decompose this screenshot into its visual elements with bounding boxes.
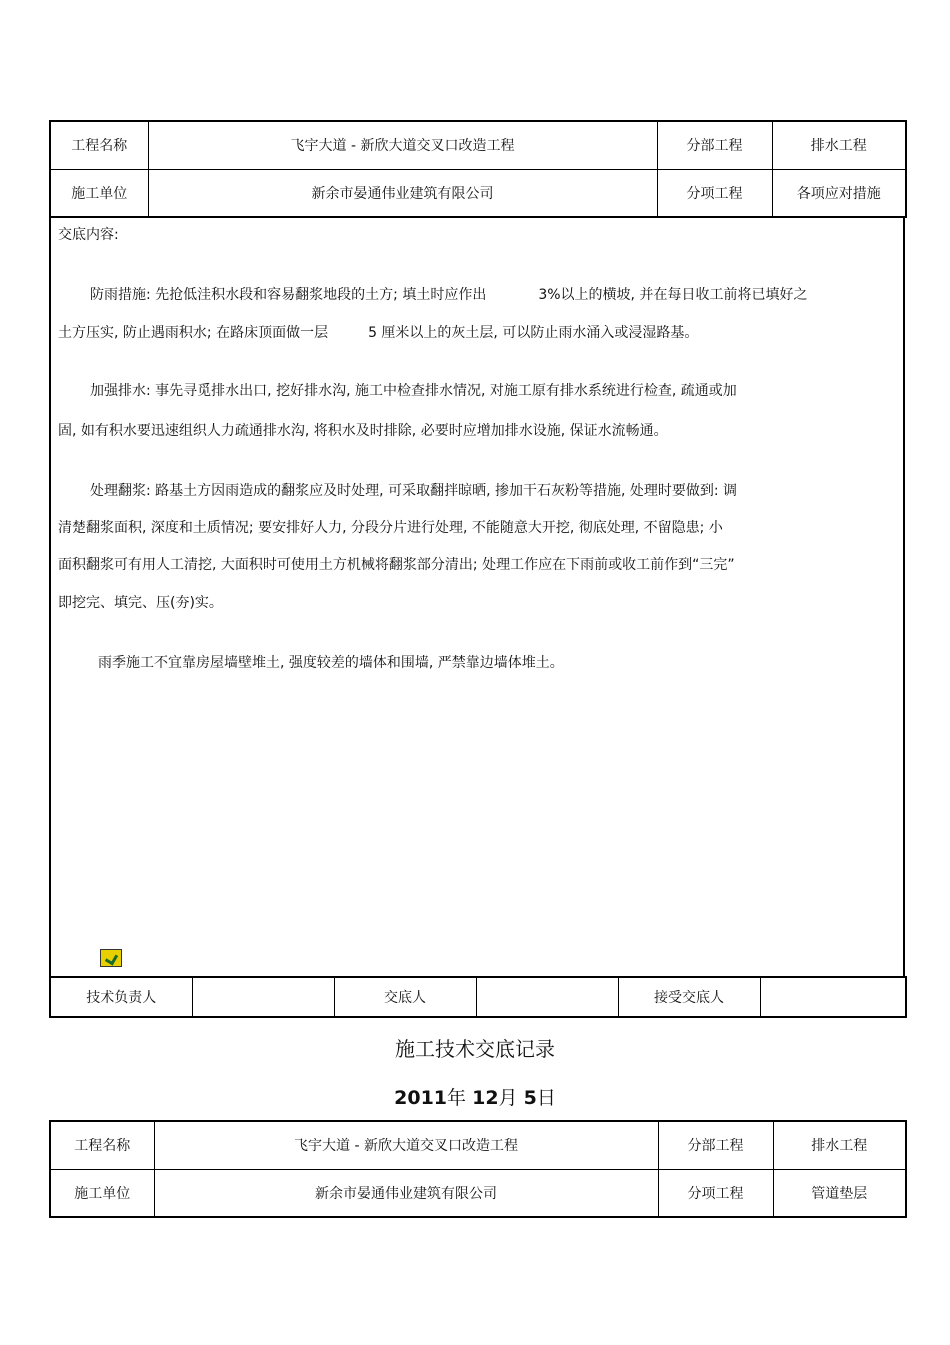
content-line-5: 处理翻浆: 路基土方因雨造成的翻浆应及时处理, 可采取翻拌晾晒, 掺加干石灰粉等措施, 处理时要做到: 调 (90, 483, 738, 499)
division-value: 排水工程 (773, 1121, 906, 1169)
contractor-label: 施工单位 (50, 1169, 154, 1217)
content-line-6: 清楚翻浆面积, 深度和土质情况; 要安排好人力, 分段分片进行处理, 不能随意大开挖, 彻底处理, 不留隐患; 小 (58, 520, 723, 536)
content-line-7: 面积翻浆可有用人工清挖, 大面积时可使用土方机械将翻浆部分清出; 处理工作应在下雨前或收工前作到“三完” (58, 557, 735, 573)
content-line-4: 固, 如有积水要迅速组织人力疏通排水沟, 将积水及时排除, 必要时应增加排水设施, 保证水流畅通。 (58, 423, 668, 439)
discloser-label: 交底人 (334, 977, 476, 1017)
project-name-label: 工程名称 (50, 121, 148, 169)
content-line-8: 即挖完、填完、压(夯)实。 (58, 595, 223, 611)
content-line-9: 雨季施工不宜靠房屋墙壁堆土, 强度较差的墙体和围墙, 严禁靠边墙体堆土。 (98, 655, 564, 671)
project-name-value: 飞宇大道 - 新欣大道交叉口改造工程 (154, 1121, 658, 1169)
discloser-field[interactable] (476, 977, 618, 1017)
division-label: 分部工程 (657, 121, 772, 169)
record-date: 2011年 12月 5日 (394, 1087, 556, 1109)
receiver-label: 接受交底人 (618, 977, 760, 1017)
tech-lead-label: 技术负责人 (50, 977, 192, 1017)
project-name-value: 飞宇大道 - 新欣大道交叉口改造工程 (148, 121, 657, 169)
receiver-field[interactable] (760, 977, 906, 1017)
project-name-label: 工程名称 (50, 1121, 154, 1169)
subdivision-label: 分项工程 (657, 169, 772, 217)
tech-lead-field[interactable] (192, 977, 334, 1017)
checkmark-stamp-icon (100, 949, 122, 967)
division-value: 排水工程 (772, 121, 906, 169)
content-line-1: 防雨措施: 先抢低洼积水段和容易翻浆地段的土方; 填土时应作出 3%以上的横坡, 并在每日收工前将已填好之 (90, 287, 808, 303)
content-line-3: 加强排水: 事先寻觅排水出口, 挖好排水沟, 施工中检查排水情况, 对施工原有排水系统进行检查, 疏通或加 (90, 383, 737, 399)
contractor-value: 新余市晏通伟业建筑有限公司 (154, 1169, 658, 1217)
subdivision-value: 各项应对措施 (772, 169, 906, 217)
division-label: 分部工程 (658, 1121, 773, 1169)
signature-table (49, 976, 907, 1018)
subdivision-label: 分项工程 (658, 1169, 773, 1217)
record-title: 施工技术交底记录 (395, 1037, 555, 1061)
top-info-table (49, 120, 907, 218)
content-heading: 交底内容: (58, 227, 119, 243)
contractor-label: 施工单位 (50, 169, 148, 217)
bottom-info-table (49, 1120, 907, 1218)
subdivision-value: 管道垫层 (773, 1169, 906, 1217)
content-line-2: 土方压实, 防止遇雨积水; 在路床顶面做一层 5 厘米以上的灰土层, 可以防止雨水涌入或浸湿路基。 (58, 325, 699, 341)
contractor-value: 新余市晏通伟业建筑有限公司 (148, 169, 657, 217)
